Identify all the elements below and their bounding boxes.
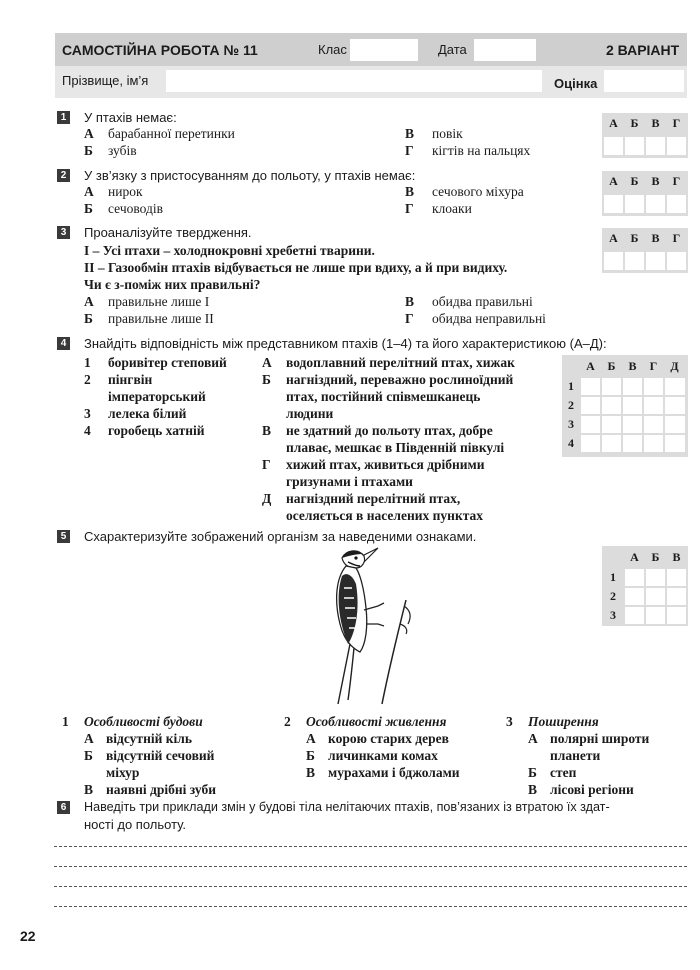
grid-header: Г xyxy=(649,359,658,373)
answer-cell[interactable] xyxy=(602,416,621,433)
row-number: 3 xyxy=(610,608,616,622)
grid-header: Г xyxy=(672,116,681,130)
answer-cell[interactable] xyxy=(646,195,665,213)
grid-header: В xyxy=(651,231,660,245)
column-number: 3 xyxy=(506,714,513,729)
answer-cell[interactable] xyxy=(667,569,686,586)
option-text: мурахами і бджолами xyxy=(328,765,460,780)
answer-cell[interactable] xyxy=(581,416,600,433)
char-text: хижий птах, живиться дрібними xyxy=(286,457,485,472)
question-text: У птахів немає: xyxy=(84,110,177,125)
answer-cell[interactable] xyxy=(665,378,685,395)
score-field[interactable] xyxy=(604,70,684,92)
char-text: гризунами і птахами xyxy=(286,474,413,489)
option-letter: В xyxy=(306,765,316,780)
answer-cell[interactable] xyxy=(667,607,686,624)
statement-1: І – Усі птахи – холоднокровні хребетні тварини. xyxy=(84,243,375,258)
bird-name: лелека білий xyxy=(108,406,187,421)
answer-cell[interactable] xyxy=(646,569,665,586)
grid-header: В xyxy=(628,359,637,373)
answer-line[interactable] xyxy=(54,906,687,907)
task-number: 5 xyxy=(57,530,70,543)
bird-name: пінгвін xyxy=(108,372,153,387)
question-text: Наведіть три приклади змін у будові тіла нелітаючих птахів, пов’язаних із втратою їх здат- xyxy=(84,800,610,814)
option-letter: В xyxy=(405,184,415,199)
char-text: птах, постійний співмешканець xyxy=(286,389,481,404)
question-text-cont: ності до польоту. xyxy=(84,817,186,832)
option-text: правильне лише ІІ xyxy=(108,311,214,326)
char-letter: Б xyxy=(262,372,271,387)
option-text: обидва правильні xyxy=(432,294,533,309)
bird-name: боривітер степовий xyxy=(108,355,227,370)
question-text: У зв’язку з пристосуванням до польоту, у птахів немає: xyxy=(84,168,416,183)
option-letter: А xyxy=(84,184,94,199)
answer-cell[interactable] xyxy=(623,397,642,414)
option-letter: В xyxy=(528,782,538,797)
option-text: личинками комах xyxy=(328,748,438,763)
answer-cell[interactable] xyxy=(625,195,644,213)
answer-cell[interactable] xyxy=(602,435,621,452)
char-letter: Г xyxy=(262,457,271,472)
option-letter: Г xyxy=(405,143,414,158)
answer-cell[interactable] xyxy=(625,569,644,586)
class-label: Клас xyxy=(318,42,347,57)
answer-cell[interactable] xyxy=(602,378,621,395)
match-grid xyxy=(562,355,688,457)
bird-number: 2 xyxy=(84,372,91,387)
grid-header: Г xyxy=(672,231,681,245)
answer-cell[interactable] xyxy=(604,195,623,213)
answer-grid xyxy=(602,171,688,216)
char-text: людини xyxy=(286,406,334,421)
answer-cell[interactable] xyxy=(646,588,665,605)
option-letter: Б xyxy=(306,748,315,763)
option-text: барабанної перетинки xyxy=(108,126,235,141)
grid-header: А xyxy=(630,550,639,564)
answer-cell[interactable] xyxy=(644,397,663,414)
grid-header: Б xyxy=(630,231,639,245)
option-text: корою старих дерев xyxy=(328,731,449,746)
answer-cell[interactable] xyxy=(602,397,621,414)
option-letter: В xyxy=(84,782,94,797)
char-text: оселяється в населених пунктах xyxy=(286,508,484,523)
char-text: не здатний до польоту птах, добре xyxy=(286,423,493,438)
answer-grid xyxy=(602,113,688,158)
bird-name-cont: імператорський xyxy=(108,389,206,404)
option-text: наявні дрібні зуби xyxy=(106,782,217,797)
option-text: сечоводів xyxy=(108,201,163,216)
option-text: сечового міхура xyxy=(432,184,524,199)
option-letter: Б xyxy=(84,201,93,216)
column-number: 1 xyxy=(62,714,69,729)
option-text: планети xyxy=(550,748,601,763)
answer-cell[interactable] xyxy=(665,435,685,452)
row-number: 4 xyxy=(568,436,574,450)
option-text: повік xyxy=(432,126,463,141)
grid-header: Д xyxy=(670,359,679,373)
grid-header: Б xyxy=(607,359,616,373)
match-grid xyxy=(602,546,688,626)
answer-cell[interactable] xyxy=(625,607,644,624)
answer-cell[interactable] xyxy=(604,252,623,270)
option-letter: В xyxy=(405,294,415,309)
answer-cell[interactable] xyxy=(581,378,600,395)
option-text: клоаки xyxy=(432,201,472,216)
bird-number: 4 xyxy=(84,423,91,438)
answer-cell[interactable] xyxy=(625,588,644,605)
answer-cell[interactable] xyxy=(623,435,642,452)
grid-header: А xyxy=(609,116,618,130)
option-letter: Б xyxy=(84,311,93,326)
answer-cell[interactable] xyxy=(644,416,663,433)
answer-cell[interactable] xyxy=(667,588,686,605)
date-label: Дата xyxy=(438,42,467,57)
grid-header: Г xyxy=(672,174,681,188)
option-text: полярні широти xyxy=(550,731,650,746)
answer-cell[interactable] xyxy=(623,416,642,433)
answer-cell[interactable] xyxy=(646,252,665,270)
option-text: правильне лише І xyxy=(108,294,210,309)
column-number: 2 xyxy=(284,714,291,729)
option-text: кігтів на пальцях xyxy=(432,143,531,158)
char-text: нагніздний, переважно рослиноїдний xyxy=(286,372,514,387)
char-text: нагніздний перелітний птах, xyxy=(286,491,461,506)
answer-cell[interactable] xyxy=(667,195,686,213)
date-field[interactable] xyxy=(474,39,536,61)
option-letter: Б xyxy=(84,143,93,158)
answer-cell[interactable] xyxy=(625,137,644,155)
option-text: нирок xyxy=(108,184,143,199)
name-field[interactable] xyxy=(166,70,542,92)
grid-header: В xyxy=(672,550,681,564)
option-text: степ xyxy=(550,765,577,780)
answer-grid xyxy=(602,228,688,273)
score-label: Оцінка xyxy=(554,76,598,91)
char-text: плаває, мешкає в Південній півкулі xyxy=(286,440,505,455)
answer-line[interactable] xyxy=(54,886,687,887)
answer-line[interactable] xyxy=(54,866,687,867)
statement-2: ІІ – Газообмін птахів відбувається не лише при вдиху, а й при видиху. xyxy=(84,260,508,275)
option-text: відсутній сечовий xyxy=(106,748,215,763)
answer-cell[interactable] xyxy=(667,137,686,155)
option-letter: А xyxy=(306,731,316,746)
option-letter: Б xyxy=(528,765,537,780)
work-title: САМОСТІЙНА РОБОТА № 11 xyxy=(62,42,258,58)
option-text: міхур xyxy=(106,765,140,780)
answer-cell[interactable] xyxy=(581,435,600,452)
option-text: зубів xyxy=(108,143,137,158)
answer-cell[interactable] xyxy=(625,252,644,270)
option-letter: А xyxy=(528,731,538,746)
answer-cell[interactable] xyxy=(665,397,685,414)
char-letter: Д xyxy=(262,491,272,506)
question-text: Знайдіть відповідність між представником птахів (1–4) та його характеристикою (А–Д): xyxy=(84,336,607,351)
bird-name: горобець хатній xyxy=(108,423,205,438)
answer-cell[interactable] xyxy=(667,252,686,270)
answer-cell[interactable] xyxy=(581,397,600,414)
row-number: 2 xyxy=(568,398,574,412)
row-number: 2 xyxy=(610,589,616,603)
answer-cell[interactable] xyxy=(646,137,665,155)
option-letter: В xyxy=(405,126,415,141)
grid-header: В xyxy=(651,174,660,188)
task-number: 2 xyxy=(57,169,70,182)
task-number: 3 xyxy=(57,226,70,239)
class-field[interactable] xyxy=(350,39,418,61)
row-number: 3 xyxy=(568,417,574,431)
column-title: Особливості будови xyxy=(84,714,203,729)
bird-number: 1 xyxy=(84,355,91,370)
option-text: лісові регіони xyxy=(550,782,634,797)
grid-header: Б xyxy=(651,550,660,564)
grid-header: В xyxy=(651,116,660,130)
answer-cell[interactable] xyxy=(604,137,623,155)
answer-line[interactable] xyxy=(54,846,687,847)
row-number: 1 xyxy=(610,570,616,584)
grid-header: А xyxy=(609,231,618,245)
name-label: Прізвище, ім’я xyxy=(62,73,149,88)
grid-header: Б xyxy=(630,174,639,188)
option-letter: А xyxy=(84,731,94,746)
char-letter: В xyxy=(262,423,272,438)
task-number: 4 xyxy=(57,337,70,350)
column-title: Поширення xyxy=(528,714,599,729)
option-letter: А xyxy=(84,294,94,309)
option-letter: Г xyxy=(405,201,414,216)
char-text: водоплавний перелітний птах, хижак xyxy=(286,355,515,370)
option-text: обидва неправильні xyxy=(432,311,546,326)
task-number: 1 xyxy=(57,111,70,124)
bird-number: 3 xyxy=(84,406,91,421)
answer-cell[interactable] xyxy=(646,607,665,624)
column-title: Особливості живлення xyxy=(306,714,447,729)
option-letter: Б xyxy=(84,748,93,763)
woodpecker-illustration xyxy=(320,544,420,706)
answer-cell[interactable] xyxy=(644,378,663,395)
option-letter: А xyxy=(84,126,94,141)
answer-cell[interactable] xyxy=(644,435,663,452)
grid-header: Б xyxy=(630,116,639,130)
grid-header: А xyxy=(609,174,618,188)
option-text: відсутній кіль xyxy=(106,731,192,746)
grid-header: А xyxy=(586,359,595,373)
option-letter: Г xyxy=(405,311,414,326)
answer-cell[interactable] xyxy=(623,378,642,395)
question-text: Схарактеризуйте зображений організм за наведеними ознаками. xyxy=(84,529,477,544)
task-number: 6 xyxy=(57,801,70,814)
question-which: Чи є з-поміж них правильні? xyxy=(84,277,261,292)
answer-cell[interactable] xyxy=(665,416,685,433)
question-text: Проаналізуйте твердження. xyxy=(84,225,252,240)
page-number: 22 xyxy=(20,928,36,944)
char-letter: А xyxy=(262,355,272,370)
row-number: 1 xyxy=(568,379,574,393)
variant-label: 2 ВАРІАНТ xyxy=(606,42,680,58)
